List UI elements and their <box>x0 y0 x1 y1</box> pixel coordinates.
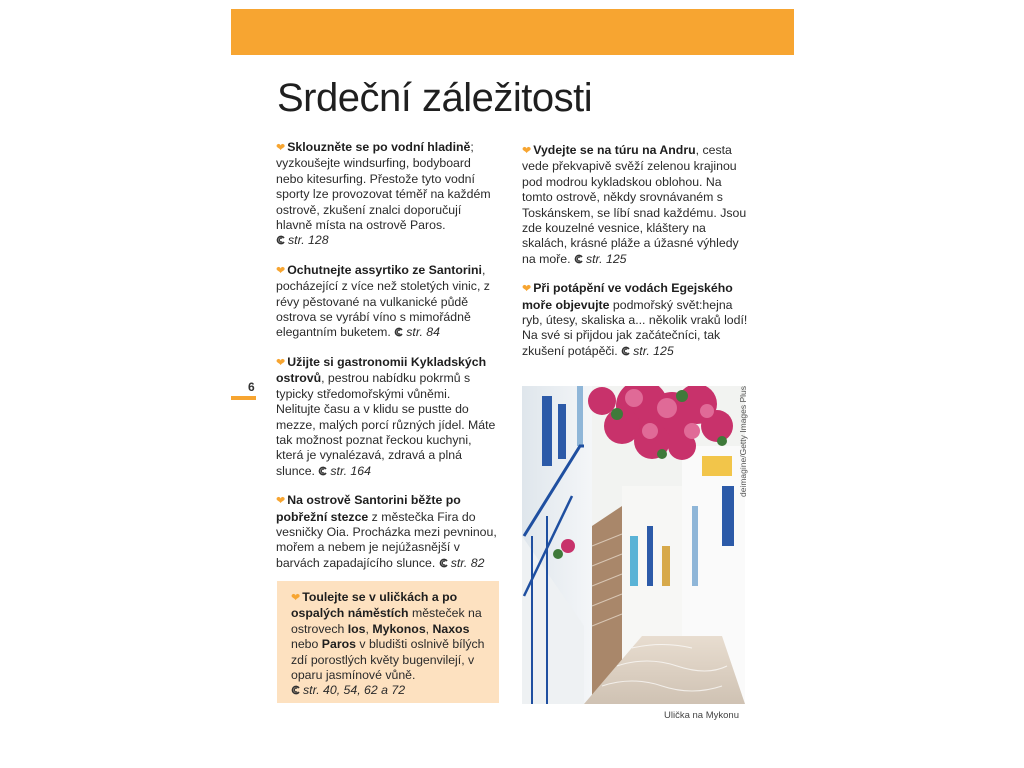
page-reference[interactable] <box>621 344 674 358</box>
highlight-box <box>277 581 499 703</box>
tip-entry <box>276 493 498 571</box>
heart-bullet-icon: ❤ <box>276 142 286 154</box>
tip-entry <box>522 281 750 359</box>
header-bar <box>231 9 794 55</box>
tip-text: podmořský svět:hejna ryb, útesy, skaliska a... několik vraků lodí! Na své si přijdou jak začátečníci, tak zkušení potápěči. <box>522 297 748 358</box>
tip-text: , cesta vede překvapivě svěží zelenou krajinou pod modrou kykladskou oblohou. Na tomto ostrově, někdy srovnávaném s Toskánskem, se líbí snad každému. Jsou zde kouzelné vesnice, kláštery na skalách, krásné pláže a úžasné výhledy na moře. <box>522 143 747 266</box>
page-reference-icon <box>394 327 404 337</box>
page-reference-text: str. 82 <box>450 555 485 570</box>
island-name: Naxos <box>432 621 470 636</box>
heart-bullet-icon: ❤ <box>291 592 301 604</box>
photo-caption: Ulička na Mykonu <box>664 710 739 721</box>
page-reference[interactable] <box>574 252 627 266</box>
island-name: Paros <box>321 637 356 652</box>
heart-bullet-icon: ❤ <box>276 495 286 508</box>
page-reference[interactable] <box>291 683 405 697</box>
page-reference-text: str. 84 <box>406 325 440 340</box>
photo-credit: deimagine/Getty Images Plus <box>738 385 748 497</box>
page-reference-icon <box>574 254 584 264</box>
page-reference-icon <box>439 558 449 568</box>
tip-text: ; vyzkoušejte windsurfing, bodyboard nebo kitesurfing. Přestože tyto vodní sporty lze provozovat téměř na každém ostrově, zkušení znalci doporučují hlavně místa na ostrově Paros. <box>276 140 491 233</box>
tip-heading: Vydejte se na túru na Andru <box>533 143 696 157</box>
tip-entry <box>276 355 498 479</box>
page-reference-icon <box>621 346 631 356</box>
page-reference-text: str. 40, 54, 62 a 72 <box>303 683 406 698</box>
heart-bullet-icon: ❤ <box>522 145 532 157</box>
island-name: Ios <box>347 621 366 636</box>
page-reference-icon <box>291 685 301 695</box>
tip-text: , pestrou nabídku pokrmů s typicky středomořskými vůněmi. Nelitujte času a v klidu se pustte do mezze, malých porcí různých jídel. Máte tak možnost poznat řeckou kuchyni, která je vynalézavá, zdravá a plná slunce. <box>276 371 496 478</box>
photo-illustration <box>522 386 745 704</box>
tip-text: v bludišti oslnivě bílých zdí porostlých květy bugenvilejí, v oparu jasmínové vůně. <box>291 637 485 683</box>
right-column <box>522 143 750 373</box>
page-reference-text: str. 128 <box>288 233 329 248</box>
tip-heading: Ochutnejte assyrtiko ze Santorini <box>287 262 482 277</box>
tip-heading: Užijte si gastronomii Kykladských ostrovů <box>276 354 487 386</box>
heart-bullet-icon: ❤ <box>276 356 286 369</box>
tip-text: z městečka Fira do vesničky Oia. Procházka mezi pevninou, mořem a nebem je nejúžasnější v barvách zapadajícího slunce. <box>276 509 497 570</box>
page-reference[interactable] <box>439 556 485 570</box>
island-name: Mykonos <box>372 621 426 636</box>
tip-text: , <box>425 621 433 636</box>
heart-bullet-icon: ❤ <box>276 264 286 277</box>
heart-bullet-icon: ❤ <box>522 283 532 296</box>
tip-text: nebo <box>291 637 322 652</box>
page-number-marker <box>231 396 256 400</box>
tip-text: , <box>365 621 373 636</box>
tip-heading: Na ostrově Santorini běžte po pobřežní stezce <box>276 493 461 524</box>
page-reference[interactable] <box>276 233 329 247</box>
page-reference[interactable] <box>394 325 440 339</box>
page-reference-icon <box>276 235 286 245</box>
page-title: Srdeční záležitosti <box>277 76 593 120</box>
tip-heading: Při potápění ve vodách Egejského moře objevujte <box>522 281 733 312</box>
tip-text: , pocházející z více než stoletých vinic, z révy pěstované na vulkanické půdě ostrova se vyrábí víno s mimořádně elegantním buketem. <box>276 262 490 340</box>
page-reference-text: str. 125 <box>585 251 627 266</box>
highlight-entry <box>291 590 491 699</box>
left-column <box>276 140 498 585</box>
tip-heading: Sklouzněte se po vodní hladině <box>287 140 471 154</box>
tip-entry <box>276 263 498 341</box>
page-reference-text: str. 164 <box>330 463 371 478</box>
page-reference-icon <box>318 466 328 476</box>
tip-text: městeček na ostrovech <box>291 606 482 636</box>
tip-entry <box>522 143 750 267</box>
page-number: 6 <box>248 380 255 394</box>
tip-entry <box>276 140 498 249</box>
mykonos-street-photo <box>522 386 745 704</box>
tip-heading: Toulejte se v uličkách a po ospalých náměstích <box>291 590 458 621</box>
page-reference-text: str. 125 <box>633 343 674 358</box>
page-reference[interactable] <box>318 464 371 478</box>
